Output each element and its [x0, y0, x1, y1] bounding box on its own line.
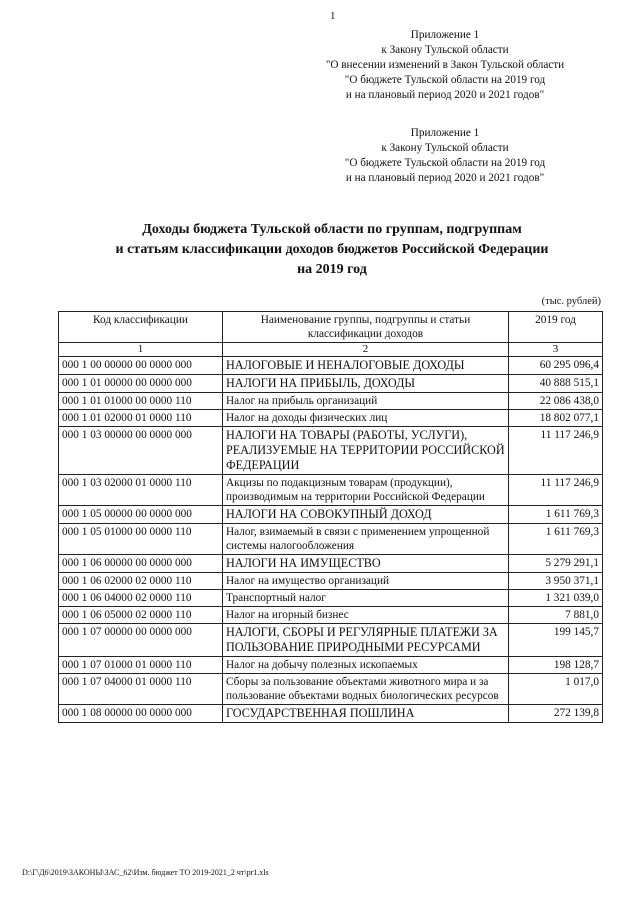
row-value: 199 145,7: [509, 624, 603, 657]
revenue-table: [58, 311, 603, 723]
table-row: [59, 524, 603, 555]
units-label: (тыс. рублей): [541, 296, 601, 307]
header-code: Код классификации: [59, 312, 223, 343]
row-code: 000 1 08 00000 00 0000 000: [59, 705, 223, 723]
row-value: 272 139,8: [509, 705, 603, 723]
row-value: 60 295 096,4: [509, 357, 603, 375]
appendix-line: "О бюджете Тульской области на 2019 год: [344, 157, 546, 169]
row-value: 1 321 039,0: [509, 590, 603, 607]
row-value: 22 086 438,0: [509, 393, 603, 410]
row-code: 000 1 06 04000 02 0000 110: [59, 590, 223, 607]
appendix-line: и на плановый период 2020 и 2021 годов": [345, 89, 545, 101]
appendix-header-amendment: [280, 28, 610, 103]
column-number: 3: [509, 343, 603, 357]
table-header-row: [59, 312, 603, 343]
row-code: 000 1 06 00000 00 0000 000: [59, 555, 223, 573]
row-value: 18 802 077,1: [509, 410, 603, 427]
row-name: НАЛОГИ НА ТОВАРЫ (РАБОТЫ, УСЛУГИ), РЕАЛИЗУЕМЫЕ НА ТЕРРИТОРИИ РОССИЙСКОЙ ФЕДЕРАЦИИ: [223, 427, 509, 475]
row-value: 7 881,0: [509, 607, 603, 624]
document-title: [40, 220, 624, 280]
row-code: 000 1 07 00000 00 0000 000: [59, 624, 223, 657]
row-code: 000 1 06 02000 02 0000 110: [59, 573, 223, 590]
table-row: [59, 624, 603, 657]
appendix-line: Приложение 1: [410, 29, 480, 41]
row-value: 1 611 769,3: [509, 524, 603, 555]
row-value: 3 950 371,1: [509, 573, 603, 590]
row-name: НАЛОГОВЫЕ И НЕНАЛОГОВЫЕ ДОХОДЫ: [223, 357, 509, 375]
row-value: 1 017,0: [509, 674, 603, 705]
row-name: Налог на имущество организаций: [223, 573, 509, 590]
table-row: [59, 393, 603, 410]
table-row: [59, 555, 603, 573]
row-name: НАЛОГИ НА ПРИБЫЛЬ, ДОХОДЫ: [223, 375, 509, 393]
appendix-line: и на плановый период 2020 и 2021 годов": [345, 172, 545, 184]
file-path-footer: D:\Г\Д6\2019\ЗАКОНЫ\ЗАС_62\Изм. бюджет ТО 2019-2021_2 чт\pr1.xls: [22, 868, 269, 877]
row-code: 000 1 00 00000 00 0000 000: [59, 357, 223, 375]
table-row: [59, 410, 603, 427]
column-number-row: [59, 343, 603, 357]
row-name: Налог на доходы физических лиц: [223, 410, 509, 427]
row-name: НАЛОГИ, СБОРЫ И РЕГУЛЯРНЫЕ ПЛАТЕЖИ ЗА ПОЛЬЗОВАНИЕ ПРИРОДНЫМИ РЕСУРСАМИ: [223, 624, 509, 657]
appendix-line: к Закону Тульской области: [381, 44, 509, 56]
appendix-header-original: [280, 126, 610, 186]
table-row: [59, 705, 603, 723]
row-name: Акцизы по подакцизным товарам (продукции), производимым на территории Российской Федерации: [223, 475, 509, 506]
header-name: Наименование группы, подгруппы и статьи классификации доходов: [223, 312, 509, 343]
row-name: ГОСУДАРСТВЕННАЯ ПОШЛИНА: [223, 705, 509, 723]
table-row: [59, 427, 603, 475]
table-row: [59, 674, 603, 705]
row-name: НАЛОГИ НА ИМУЩЕСТВО: [223, 555, 509, 573]
table-row: [59, 357, 603, 375]
row-value: 5 279 291,1: [509, 555, 603, 573]
table-row: [59, 475, 603, 506]
title-line: и статьям классификации доходов бюджетов Российской Федерации: [115, 242, 549, 257]
row-code: 000 1 01 02000 01 0000 110: [59, 410, 223, 427]
row-code: 000 1 06 05000 02 0000 110: [59, 607, 223, 624]
row-code: 000 1 05 01000 00 0000 110: [59, 524, 223, 555]
appendix-line: "О бюджете Тульской области на 2019 год: [344, 74, 546, 86]
column-number: 2: [223, 343, 509, 357]
row-code: 000 1 07 04000 01 0000 110: [59, 674, 223, 705]
row-code: 000 1 05 00000 00 0000 000: [59, 506, 223, 524]
table-row: [59, 375, 603, 393]
appendix-line: к Закону Тульской области: [381, 142, 509, 154]
row-name: Сборы за пользование объектами животного мира и за пользование объектами водных биологических ресурсов: [223, 674, 509, 705]
row-name: Налог, взимаемый в связи с применением упрощенной системы налогообложения: [223, 524, 509, 555]
row-code: 000 1 01 00000 00 0000 000: [59, 375, 223, 393]
row-name: Налог на добычу полезных ископаемых: [223, 657, 509, 674]
title-line: на 2019 год: [297, 262, 367, 277]
title-line: Доходы бюджета Тульской области по группам, подгруппам: [142, 222, 522, 237]
row-value: 11 117 246,9: [509, 427, 603, 475]
row-value: 198 128,7: [509, 657, 603, 674]
table-row: [59, 573, 603, 590]
row-code: 000 1 03 02000 01 0000 110: [59, 475, 223, 506]
row-value: 40 888 515,1: [509, 375, 603, 393]
table-row: [59, 607, 603, 624]
table-row: [59, 506, 603, 524]
row-code: 000 1 01 01000 00 0000 110: [59, 393, 223, 410]
header-value: 2019 год: [509, 312, 603, 343]
row-name: Налог на игорный бизнес: [223, 607, 509, 624]
appendix-line: "О внесении изменений в Закон Тульской области: [325, 59, 565, 71]
row-name: НАЛОГИ НА СОВОКУПНЫЙ ДОХОД: [223, 506, 509, 524]
column-number: 1: [59, 343, 223, 357]
table-body: [59, 357, 603, 723]
row-value: 11 117 246,9: [509, 475, 603, 506]
row-code: 000 1 03 00000 00 0000 000: [59, 427, 223, 475]
table-row: [59, 657, 603, 674]
row-name: Налог на прибыль организаций: [223, 393, 509, 410]
appendix-line: Приложение 1: [410, 127, 480, 139]
page-number: 1: [330, 10, 336, 22]
row-code: 000 1 07 01000 01 0000 110: [59, 657, 223, 674]
row-name: Транспортный налог: [223, 590, 509, 607]
row-value: 1 611 769,3: [509, 506, 603, 524]
table-row: [59, 590, 603, 607]
